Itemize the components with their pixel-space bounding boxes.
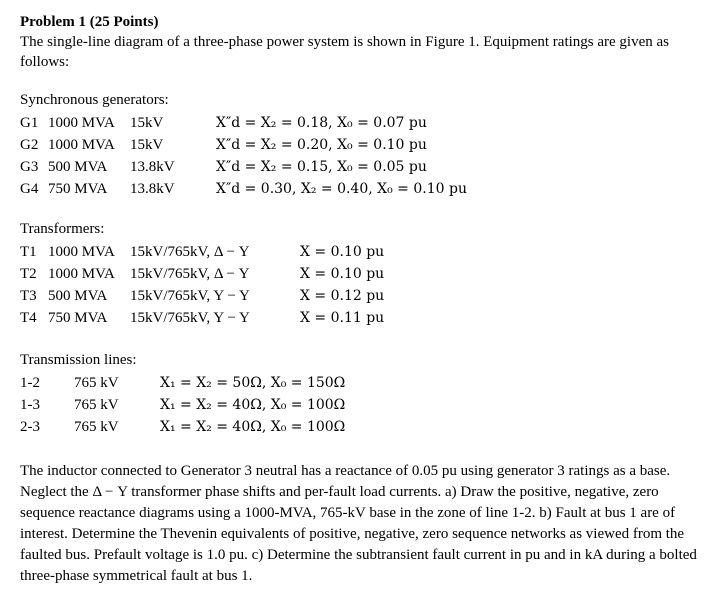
transformers-table — [20, 242, 700, 330]
transformer-mva: 1000 MVA — [48, 266, 115, 282]
transformer-mva: 1000 MVA — [48, 244, 115, 260]
line-row — [20, 395, 700, 417]
generator-row — [20, 113, 700, 135]
transformer-spec: 15kV/765kV, Y − Y — [130, 288, 250, 304]
line-kv: 765 kV — [74, 397, 119, 413]
generator-params: X″d = X₂ = 0.15, X₀ = 0.05 pu — [216, 159, 427, 175]
generators-table — [20, 113, 700, 201]
transformer-row — [20, 308, 700, 330]
generator-kv: 15kV — [130, 115, 164, 131]
transformer-name: T3 — [20, 288, 37, 304]
generator-row — [20, 179, 700, 201]
generator-params: X″d = X₂ = 0.18, X₀ = 0.07 pu — [216, 115, 427, 131]
line-name: 1-3 — [20, 397, 40, 413]
transformer-name: T1 — [20, 244, 37, 260]
line-row — [20, 417, 700, 439]
generator-name: G4 — [20, 181, 39, 197]
generator-mva: 1000 MVA — [48, 137, 115, 153]
line-params: X₁ = X₂ = 50Ω, X₀ = 150Ω — [160, 375, 346, 391]
line-kv: 765 kV — [74, 419, 119, 435]
generator-kv: 15kV — [130, 137, 164, 153]
generator-params: X″d = X₂ = 0.20, X₀ = 0.10 pu — [216, 137, 427, 153]
line-name: 2-3 — [20, 419, 40, 435]
generator-name: G2 — [20, 137, 39, 153]
generator-mva: 1000 MVA — [48, 115, 115, 131]
lines-table — [20, 373, 700, 439]
generator-mva: 750 MVA — [48, 181, 108, 197]
line-params: X₁ = X₂ = 40Ω, X₀ = 100Ω — [160, 397, 346, 413]
line-params: X₁ = X₂ = 40Ω, X₀ = 100Ω — [160, 419, 346, 435]
generator-params: X″d = 0.30, X₂ = 0.40, X₀ = 0.10 pu — [216, 181, 467, 197]
generator-kv: 13.8kV — [130, 159, 175, 175]
transformer-row — [20, 264, 700, 286]
generator-kv: 13.8kV — [130, 181, 175, 197]
generator-row — [20, 135, 700, 157]
generator-mva: 500 MVA — [48, 159, 108, 175]
generator-name: G3 — [20, 159, 39, 175]
line-name: 1-2 — [20, 375, 40, 391]
problem-document — [20, 12, 700, 602]
transformer-spec: 15kV/765kV, Y − Y — [130, 310, 250, 326]
transformer-spec: 15kV/765kV, Δ − Y — [130, 244, 250, 260]
lines-heading: Transmission lines: — [20, 352, 137, 368]
transformer-mva: 750 MVA — [48, 310, 108, 326]
transformer-row — [20, 286, 700, 308]
transformers-heading: Transformers: — [20, 221, 105, 237]
transformer-reactance: X = 0.12 pu — [300, 288, 385, 304]
transformer-mva: 500 MVA — [48, 288, 108, 304]
problem-title: Problem 1 (25 Points) — [20, 14, 159, 30]
problem-intro: The single-line diagram of a three-phase power system is shown in Figure 1. Equipment ratings are given as follows: — [20, 34, 669, 70]
transformer-reactance: X = 0.10 pu — [300, 244, 385, 260]
transformer-row — [20, 242, 700, 264]
generator-name: G1 — [20, 115, 39, 131]
line-row — [20, 373, 700, 395]
generators-heading: Synchronous generators: — [20, 92, 169, 108]
transformer-spec: 15kV/765kV, Δ − Y — [130, 266, 250, 282]
line-kv: 765 kV — [74, 375, 119, 391]
transformer-reactance: X = 0.10 pu — [300, 266, 385, 282]
transformer-name: T4 — [20, 310, 37, 326]
transformer-reactance: X = 0.11 pu — [300, 310, 385, 326]
generator-row — [20, 157, 700, 179]
transformer-name: T2 — [20, 266, 37, 282]
problem-instructions: The inductor connected to Generator 3 neutral has a reactance of 0.05 pu using generator 3 ratings as a base. Neglect the Δ − Y transformer phase shifts and per-fault load currents. a) Draw the positive, negative, zero sequence reactance diagrams using a 1000-MVA, 765-kV base in the zone of line 1-2. b) Fault at bus 1 are of interest. Determine the Thevenin equivalents of positive, negative, zero sequence networks as viewed from the faulted bus. Prefault voltage is 1.0 pu. c) Determine the subtransient fault current in pu and in kA during a bolted three-phase symmetrical fault at bus 1. — [20, 463, 697, 584]
